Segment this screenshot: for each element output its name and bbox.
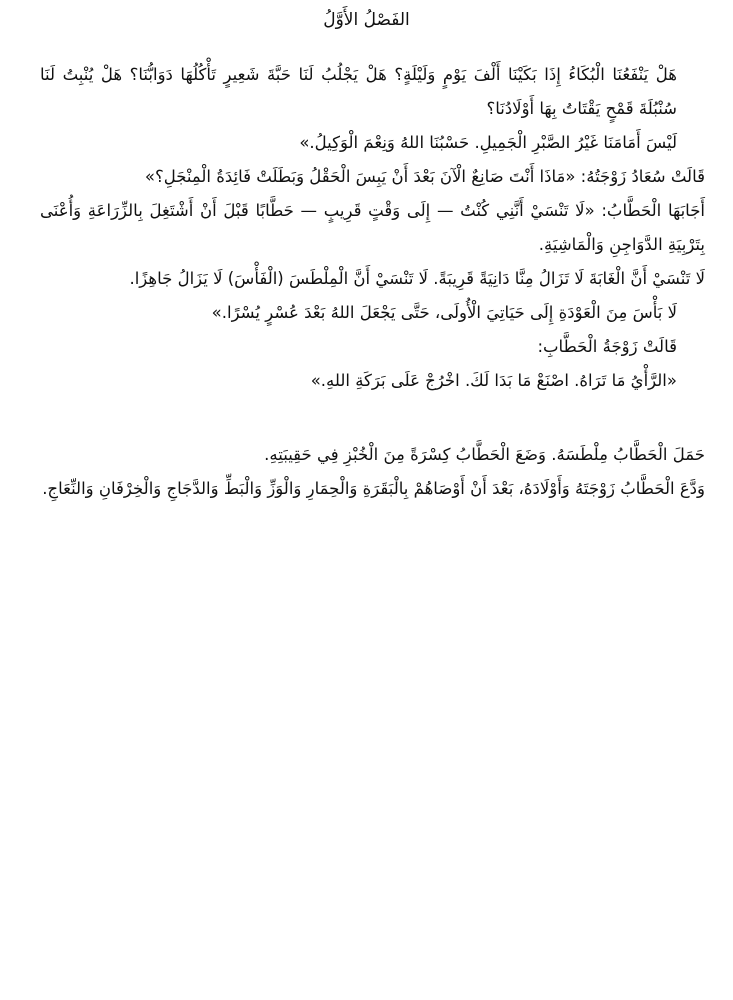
- paragraph-4: أَجَابَهَا الْحَطَّابُ: «لَا تَنْسَيْ أَنَّنِي كُنْتُ — إِلَى وَقْتٍ قَرِيبٍ — حَطَّابًا قَبْلَ أَنْ أَشْتَغِلَ بِالزِّرَاعَةِ وَأُعْنَى بِتَرْبِيَةِ الدَّوَاجِنِ وَالْمَاشِيَةِ.: [40, 201, 705, 254]
- paragraph-6: لَا بَأْسَ مِنَ الْعَوْدَةِ إِلَى حَيَاتِيَ الْأُولَى، حَتَّى يَجْعَلَ اللهُ بَعْدَ عُسْرٍ يُسْرًا.»: [211, 303, 677, 322]
- paragraph-5: لَا تَنْسَيْ أَنَّ الْغَابَةَ لَا تَزَالُ مِنَّا دَانِيَةً قَرِيبَةً. لَا تَنْسَيْ أَنَّ الْمِلْطَسَ (الْفَأْسَ) لَا يَزَالُ جَاهِزًا.: [129, 269, 705, 288]
- paragraph-7: قَالَتْ زَوْجَةُ الْحَطَّابِ:: [537, 337, 677, 356]
- paragraph-10: وَدَّعَ الْحَطَّابُ زَوْجَتَهُ وَأَوْلَادَهُ، بَعْدَ أَنْ أَوْصَاهُمْ بِالْبَقَرَةِ وَالْحِمَارِ وَالْوَزِّ وَالْبَطِّ وَالدَّجَاجِ وَالْخِرْفَانِ وَالنِّعَاجِ.: [42, 479, 705, 498]
- paragraph-8: «الرَّأْيُ مَا تَرَاهُ. اصْنَعْ مَا بَدَا لَكَ. اخْرُجْ عَلَى بَرَكَةِ اللهِ.»: [310, 371, 677, 390]
- chapter-title: الفَصْلُ الأَوَّلُ: [323, 10, 410, 30]
- paragraph-9: حَمَلَ الْحَطَّابُ مِلْطَسَهُ. وَضَعَ الْحَطَّابُ كِسْرَةً مِنَ الْخُبْزِ فِي حَقِيبَتِهِ.: [264, 445, 705, 464]
- paragraph-2: لَيْسَ أَمَامَنَا غَيْرُ الصَّبْرِ الْجَمِيلِ. حَسْبُنَا اللهُ وَنِعْمَ الْوَكِيلُ.»: [299, 133, 677, 152]
- body-text: [40, 58, 705, 506]
- paragraph-1: هَلْ يَنْفَعُنَا الْبُكَاءُ إِذَا بَكَيْنَا أَلْفَ يَوْمٍ وَلَيْلَةٍ؟ هَلْ يَجْلُبُ لَنَا حَبَّةَ شَعِيرٍ تَأْكُلُهَا دَوَابُّنَا؟ هَلْ يُنْبِتُ لَنَا سُنْبُلَةَ قَمْحٍ يَقْتَاتُ بِهَا أَوْلَادُنَا؟: [40, 65, 677, 118]
- paragraph-3: قَالَتْ سُعَادُ زَوْجَتُهُ: «مَاذَا أَنْتَ صَانِعٌ الْآنَ بَعْدَ أَنْ يَبِسَ الْحَقْلُ وَبَطَلَتْ فَائِدَةُ الْمِنْجَلِ؟»: [144, 167, 705, 186]
